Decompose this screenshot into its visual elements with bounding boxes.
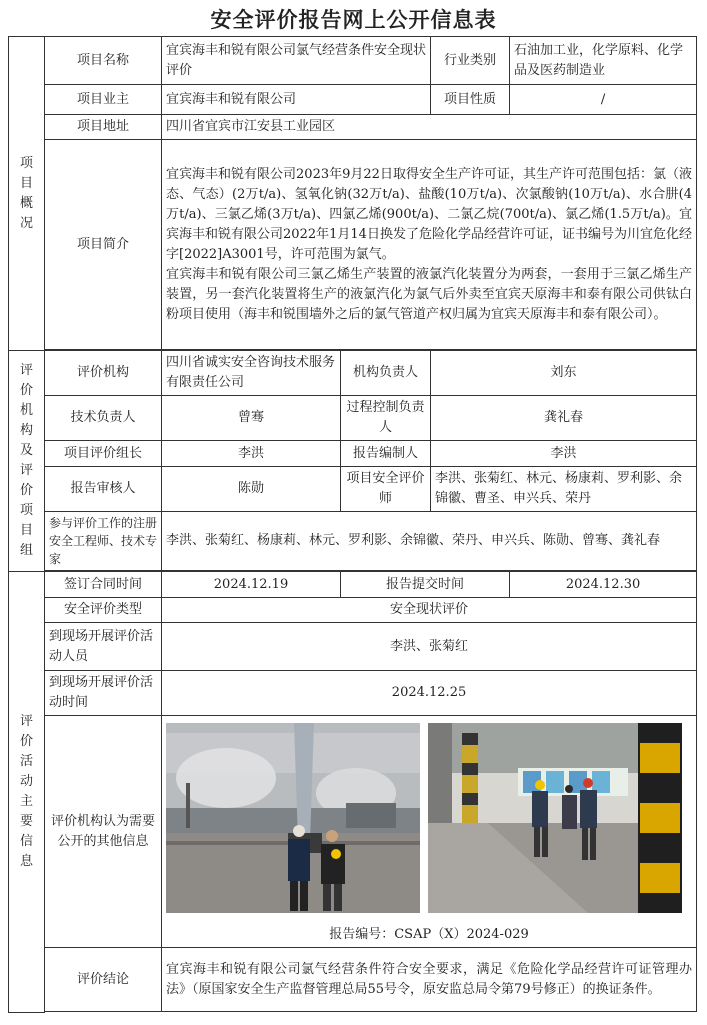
tech: 曾骞 xyxy=(162,396,341,441)
contract-label: 签订合同时间 xyxy=(45,572,162,598)
intro-paragraph-2: 宜宾海丰和锐有限公司三氯乙烯生产装置的液氯汽化装置分为两套，一套用于三氯乙烯生产装置，另一套汽化装置将生产的液氯汽化为氯气后外卖至宜宾天原海丰和泰有限公司供钛白粉项目使用（海丰和锐围墙外之后的氯气管道产权归属为宜宾天原海丰和泰有限公司）。 xyxy=(166,266,693,322)
section-overview: 项目概况 xyxy=(9,37,45,351)
head: 刘东 xyxy=(431,351,697,396)
other-label: 评价机构认为需要公开的其他信息 xyxy=(45,716,162,948)
page-title: 安全评价报告网上公开信息表 xyxy=(210,8,497,32)
writer: 李洪 xyxy=(431,441,697,467)
report-number: 报告编号：CSAP（X）2024-029 xyxy=(329,926,529,942)
org-label: 评价机构 xyxy=(45,351,162,396)
owner-label: 项目业主 xyxy=(45,85,162,115)
info-table xyxy=(8,36,697,1013)
intro xyxy=(162,140,697,350)
head-label: 机构负责人 xyxy=(341,351,431,396)
type: 安全现状评价 xyxy=(162,598,697,623)
evaluators: 李洪、张菊红、林元、杨康莉、罗利影、余锦徽、曹圣、申兴兵、荣丹 xyxy=(431,467,697,512)
section-activity: 评价活动主要信息 xyxy=(9,572,45,1013)
type-label: 安全评价类型 xyxy=(45,598,162,623)
owner: 宜宾海丰和锐有限公司 xyxy=(162,85,431,115)
writer-label: 报告编制人 xyxy=(341,441,431,467)
industry: 石油加工业，化学原料、化学品及医药制造业 xyxy=(510,37,697,85)
tech-label: 技术负责人 xyxy=(45,396,162,441)
evaluators-label: 项目安全评价师 xyxy=(341,467,431,512)
intro-paragraph-1: 宜宾海丰和锐有限公司2023年9月22日取得安全生产许可证，其生产许可范围包括：氯（液态、气态）(2万t/a)、氢氧化钠(32万t/a)、盐酸(10万t/a)、次氯酸钠(10万t/a)、水合肼(4万t/a)、三氯乙烯(3万t/a)、四氯乙烯(900t/a)、二氯乙烷(700t/a)、氯乙烯(1.5万t/a)。宜宾海丰和锐有限公司2022年1月14日换发了危险化学品经营许可证，证书编号为川宜危化经字[2022]A3001号，许可范围为氯气。 xyxy=(166,166,693,262)
contract-date: 2024.12.19 xyxy=(162,572,341,598)
other-info xyxy=(162,716,697,948)
project-name-label: 项目名称 xyxy=(45,37,162,85)
nature: / xyxy=(510,85,697,115)
project-name: 宜宾海丰和锐有限公司氯气经营条件安全现状评价 xyxy=(162,37,431,85)
participants: 李洪、张菊红、杨康莉、林元、罗利影、余锦徽、荣丹、申兴兵、陈勋、曾骞、龚礼春 xyxy=(162,512,697,571)
participants-label: 参与评价工作的注册安全工程师、技术专家 xyxy=(45,512,162,571)
address: 四川省宜宾市江安县工业园区 xyxy=(162,115,697,140)
reviewer: 陈勋 xyxy=(162,467,341,512)
site-staff-label: 到现场开展评价活动人员 xyxy=(45,623,162,671)
org: 四川省诚实安全咨询技术服务有限责任公司 xyxy=(162,351,341,396)
process: 龚礼春 xyxy=(431,396,697,441)
intro-label: 项目简介 xyxy=(45,140,162,350)
submit-label: 报告提交时间 xyxy=(341,572,510,598)
leader-label: 项目评价组长 xyxy=(45,441,162,467)
address-label: 项目地址 xyxy=(45,115,162,140)
site-staff: 李洪、张菊红 xyxy=(162,623,697,671)
section-agency: 评价机构及评价项目组 xyxy=(9,351,45,572)
site-photo-1 xyxy=(166,723,420,913)
conclusion: 宜宾海丰和锐有限公司氯气经营条件符合安全要求，满足《危险化学品经营许可证管理办法》（原国家安全生产监督管理总局55号令，原安监总局令第79号修正）的换证条件。 xyxy=(162,948,697,1012)
reviewer-label: 报告审核人 xyxy=(45,467,162,512)
nature-label: 项目性质 xyxy=(431,85,510,115)
leader: 李洪 xyxy=(162,441,341,467)
industry-label: 行业类别 xyxy=(431,37,510,85)
submit-date: 2024.12.30 xyxy=(510,572,697,598)
process-label: 过程控制负责人 xyxy=(341,396,431,441)
site-time: 2024.12.25 xyxy=(162,671,697,716)
site-photo-2 xyxy=(428,723,682,913)
conclusion-label: 评价结论 xyxy=(45,948,162,1012)
site-time-label: 到现场开展评价活动时间 xyxy=(45,671,162,716)
